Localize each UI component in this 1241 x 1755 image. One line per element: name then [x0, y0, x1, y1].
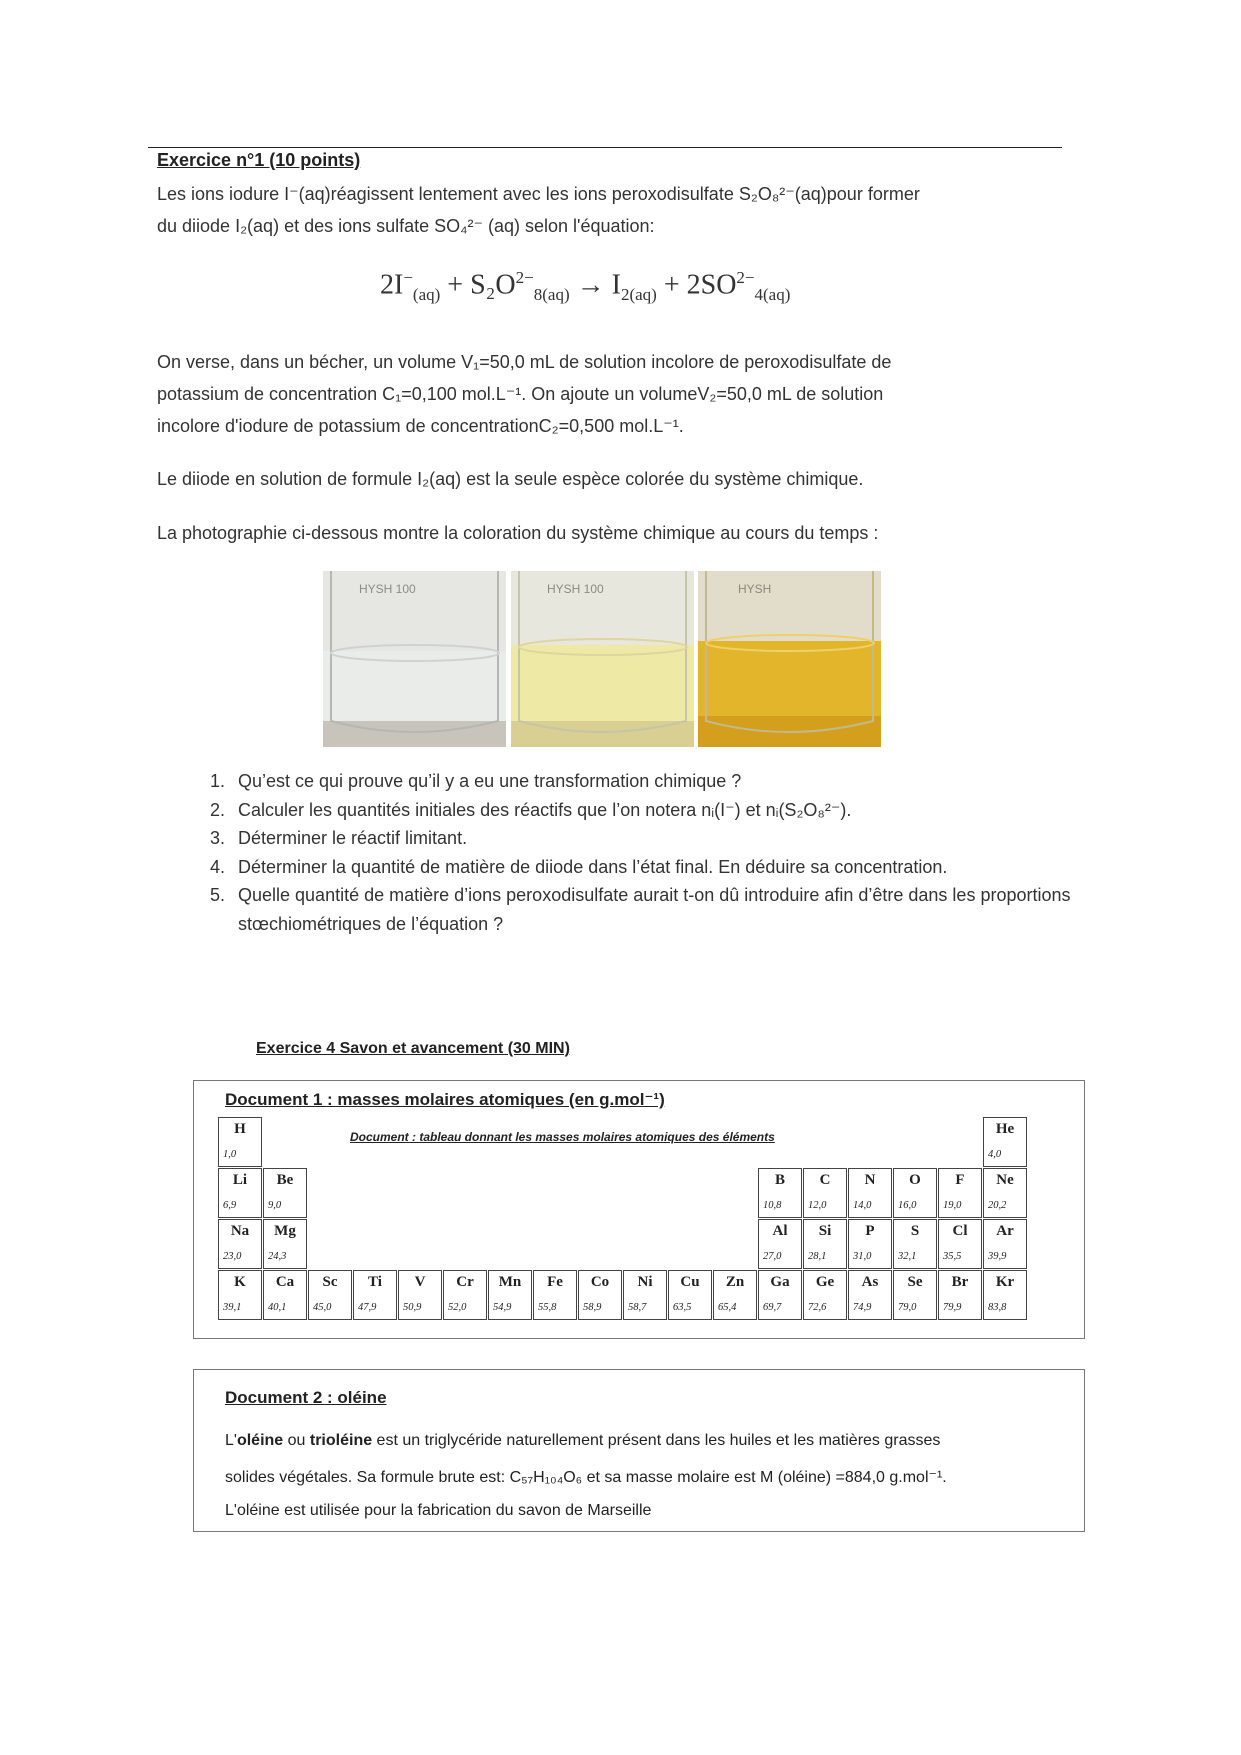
- oleine-line-3: L'oléine est utilisée pour la fabrication du savon de Marseille: [225, 1502, 652, 1519]
- element-symbol: S: [910, 1223, 920, 1239]
- element-symbol: Ne: [996, 1172, 1014, 1188]
- periodic-table-subtitle: Document : tableau donnant les masses molaires atomiques des éléments: [350, 1130, 775, 1144]
- element-mass: 79,9: [943, 1302, 962, 1313]
- element-mass: 58,9: [583, 1302, 602, 1313]
- element-cell-ni: [623, 1270, 667, 1320]
- element-cell-kr: [983, 1270, 1027, 1320]
- document2-title: Document 2 : oléine: [225, 1388, 387, 1407]
- element-mass: 72,6: [808, 1302, 827, 1313]
- element-symbol: He: [995, 1121, 1015, 1137]
- element-cell-mn: [488, 1270, 532, 1320]
- question-item: 1. Qu’est ce qui prouve qu’il y a eu une transformation chimique ?: [230, 767, 1090, 796]
- beaker-label: HYSH: [738, 582, 772, 596]
- element-cell-si: [803, 1219, 847, 1269]
- element-mass: 69,7: [763, 1302, 782, 1313]
- element-symbol: Co: [590, 1274, 610, 1290]
- element-symbol: Kr: [995, 1274, 1015, 1290]
- element-cell-c: [803, 1168, 847, 1218]
- element-cell-mg: [263, 1219, 307, 1269]
- element-cell-ti: [353, 1270, 397, 1320]
- element-mass: 63,5: [673, 1302, 692, 1313]
- setup-paragraph: [157, 346, 1057, 442]
- element-cell-k: [218, 1270, 262, 1320]
- element-cell-n: [848, 1168, 892, 1218]
- beaker-photo-2: [511, 571, 694, 747]
- element-symbol: Al: [772, 1223, 788, 1239]
- element-cell-cl: [938, 1219, 982, 1269]
- element-cell-he: [983, 1117, 1027, 1167]
- text-span: est un triglycéride naturellement présent dans les huiles et les matières grasses: [372, 1432, 941, 1449]
- element-cell-na: [218, 1219, 262, 1269]
- element-mass: 52,0: [448, 1302, 467, 1313]
- element-symbol: Ni: [637, 1274, 653, 1290]
- element-symbol: Sc: [322, 1274, 338, 1290]
- element-mass: 23,0: [223, 1251, 242, 1262]
- element-symbol: Li: [232, 1172, 248, 1188]
- element-mass: 39,9: [988, 1251, 1007, 1262]
- element-cell-co: [578, 1270, 622, 1320]
- beaker-photo-1: [323, 571, 506, 747]
- element-mass: 39,1: [223, 1302, 242, 1313]
- element-symbol: Be: [276, 1172, 294, 1188]
- text-span: L': [225, 1432, 237, 1449]
- question-item: 4. Déterminer la quantité de matière de diiode dans l’état final. En déduire sa concentration.: [230, 853, 1090, 882]
- element-symbol: Mg: [274, 1223, 296, 1239]
- element-mass: 40,1: [268, 1302, 287, 1313]
- element-mass: 27,0: [763, 1251, 782, 1262]
- element-symbol: Ti: [368, 1274, 382, 1290]
- element-cell-p: [848, 1219, 892, 1269]
- element-cell-o: [893, 1168, 937, 1218]
- element-mass: 24,3: [268, 1251, 287, 1262]
- reaction-equation: [380, 268, 790, 305]
- eq-term-iodide: 2I: [380, 269, 404, 301]
- element-cell-as: [848, 1270, 892, 1320]
- beaker-image: [323, 571, 506, 747]
- eq-sub: 4(aq): [754, 284, 791, 304]
- intro-line-1: Les ions iodure I⁻(aq)réagissent lentement avec les ions peroxodisulfate S₂O₈²⁻(aq)pour former: [157, 184, 920, 204]
- document2-box: [193, 1369, 1085, 1532]
- beaker-label: HYSH 100: [547, 582, 604, 596]
- beaker-label: HYSH 100: [359, 582, 416, 596]
- element-symbol: Zn: [725, 1274, 745, 1290]
- element-cell-ca: [263, 1270, 307, 1320]
- element-symbol: Na: [230, 1223, 250, 1239]
- element-cell-h: [218, 1117, 262, 1167]
- trioleine-term: trioléine: [309, 1432, 373, 1449]
- element-mass: 54,9: [493, 1302, 512, 1313]
- element-mass: 10,8: [763, 1200, 782, 1211]
- eq-sup: −: [403, 268, 413, 287]
- element-mass: 65,4: [718, 1302, 737, 1313]
- element-mass: 31,0: [853, 1251, 872, 1262]
- beaker-photo-3: [698, 571, 881, 747]
- text-span: ou: [283, 1432, 310, 1449]
- oleine-line-1: [225, 1432, 940, 1450]
- element-symbol: Cl: [952, 1223, 968, 1239]
- element-cell-cr: [443, 1270, 487, 1320]
- beaker-image: [698, 571, 881, 747]
- eq-sup: 2−: [515, 268, 534, 287]
- setup-line-3: incolore d'iodure de potassium de concentrationC₂=0,500 mol.L⁻¹.: [157, 416, 684, 436]
- element-mass: 74,9: [853, 1302, 872, 1313]
- element-symbol: Mn: [498, 1274, 522, 1290]
- intro-line-2: du diiode I₂(aq) et des ions sulfate SO₄²⁻ (aq) selon l'équation:: [157, 216, 655, 236]
- element-symbol: K: [234, 1274, 246, 1290]
- element-mass: 83,8: [988, 1302, 1007, 1313]
- question-item: 2. Calculer les quantités initiales des réactifs que l’on notera nᵢ(I⁻) et nᵢ(S₂O₈²⁻).: [230, 796, 1090, 825]
- element-mass: 32,1: [898, 1251, 917, 1262]
- oleine-term: oléine: [236, 1432, 284, 1449]
- element-symbol: F: [955, 1172, 965, 1188]
- eq-term-persulfate: + S₂O: [440, 269, 516, 301]
- element-mass: 28,1: [808, 1251, 827, 1262]
- exercise1-title: Exercice n°1 (10 points): [157, 150, 361, 170]
- element-symbol: Cu: [680, 1274, 700, 1290]
- top-rule: [148, 147, 1062, 148]
- element-mass: 55,8: [538, 1302, 557, 1313]
- eq-sub: 2(aq): [620, 284, 657, 304]
- element-symbol: H: [234, 1121, 246, 1137]
- element-mass: 58,7: [628, 1302, 647, 1313]
- element-cell-be: [263, 1168, 307, 1218]
- element-cell-se: [893, 1270, 937, 1320]
- question-item: 5. Quelle quantité de matière d’ions peroxodisulfate aurait t-on dû introduire afin d’être dans les proportions stœchiométriques de l’équation ?: [230, 881, 1090, 938]
- element-symbol: Ga: [770, 1274, 790, 1290]
- setup-line-2: potassium de concentration C₁=0,100 mol.L⁻¹. On ajoute un volumeV₂=50,0 mL de solution: [157, 384, 884, 404]
- element-cell-li: [218, 1168, 262, 1218]
- element-mass: 45,0: [313, 1302, 332, 1313]
- element-symbol: V: [414, 1274, 426, 1290]
- oleine-line-2: solides végétales. Sa formule brute est: C₅₇H₁₀₄O₆ et sa masse molaire est M (oléine) =884,0 g.mol⁻¹.: [225, 1469, 947, 1486]
- element-mass: 14,0: [853, 1200, 872, 1211]
- setup-line-1: On verse, dans un bécher, un volume V₁=50,0 mL de solution incolore de peroxodisulfate de: [157, 352, 892, 372]
- element-symbol: N: [864, 1172, 876, 1188]
- element-cell-b: [758, 1168, 802, 1218]
- element-cell-ge: [803, 1270, 847, 1320]
- element-symbol: Ar: [996, 1223, 1014, 1239]
- element-mass: 20,2: [988, 1200, 1007, 1211]
- element-cell-s: [893, 1219, 937, 1269]
- element-cell-br: [938, 1270, 982, 1320]
- element-symbol: Ca: [275, 1274, 295, 1290]
- element-symbol: As: [861, 1274, 879, 1290]
- element-cell-al: [758, 1219, 802, 1269]
- question-item: 3. Déterminer le réactif limitant.: [230, 824, 1090, 853]
- eq-sub: (aq): [412, 284, 441, 304]
- element-mass: 4,0: [988, 1149, 1002, 1160]
- element-mass: 1,0: [223, 1149, 237, 1160]
- element-cell-sc: [308, 1270, 352, 1320]
- element-symbol: C: [819, 1172, 831, 1188]
- eq-sub: 8(aq): [533, 284, 570, 304]
- photo-caption: La photographie ci-dessous montre la coloration du système chimique au cours du temps :: [157, 523, 879, 543]
- element-mass: 6,9: [223, 1200, 237, 1211]
- element-cell-ne: [983, 1168, 1027, 1218]
- element-cell-ga: [758, 1270, 802, 1320]
- eq-term-sulfate: + 2SO: [656, 269, 737, 301]
- element-cell-ar: [983, 1219, 1027, 1269]
- element-symbol: Cr: [456, 1274, 474, 1290]
- element-mass: 35,5: [943, 1251, 962, 1262]
- element-symbol: Br: [951, 1274, 969, 1290]
- element-mass: 12,0: [808, 1200, 827, 1211]
- exercise4-title: Exercice 4 Savon et avancement (30 MIN): [256, 1040, 570, 1057]
- element-cell-fe: [533, 1270, 577, 1320]
- document1-title: Document 1 : masses molaires atomiques (en g.mol⁻¹): [225, 1090, 665, 1109]
- element-mass: 19,0: [943, 1200, 962, 1211]
- intro-paragraph: [157, 178, 1057, 242]
- eq-sup: 2−: [736, 268, 755, 287]
- element-symbol: Fe: [547, 1274, 563, 1290]
- element-symbol: Se: [907, 1274, 923, 1290]
- element-mass: 9,0: [268, 1200, 282, 1211]
- questions-list: [190, 767, 1090, 938]
- element-symbol: Ge: [815, 1274, 835, 1290]
- element-symbol: B: [774, 1172, 785, 1188]
- element-cell-cu: [668, 1270, 712, 1320]
- element-mass: 47,9: [358, 1302, 377, 1313]
- element-cell-zn: [713, 1270, 757, 1320]
- beaker-image: [511, 571, 694, 747]
- element-cell-f: [938, 1168, 982, 1218]
- eq-arrow-iodine: → I: [569, 269, 621, 301]
- element-symbol: Si: [818, 1223, 832, 1239]
- element-mass: 50,9: [403, 1302, 422, 1313]
- element-cell-v: [398, 1270, 442, 1320]
- element-symbol: O: [909, 1172, 921, 1188]
- element-mass: 79,0: [898, 1302, 917, 1313]
- element-mass: 16,0: [898, 1200, 917, 1211]
- iodine-note: Le diiode en solution de formule I₂(aq) est la seule espèce colorée du système chimique.: [157, 469, 864, 489]
- element-symbol: P: [865, 1223, 875, 1239]
